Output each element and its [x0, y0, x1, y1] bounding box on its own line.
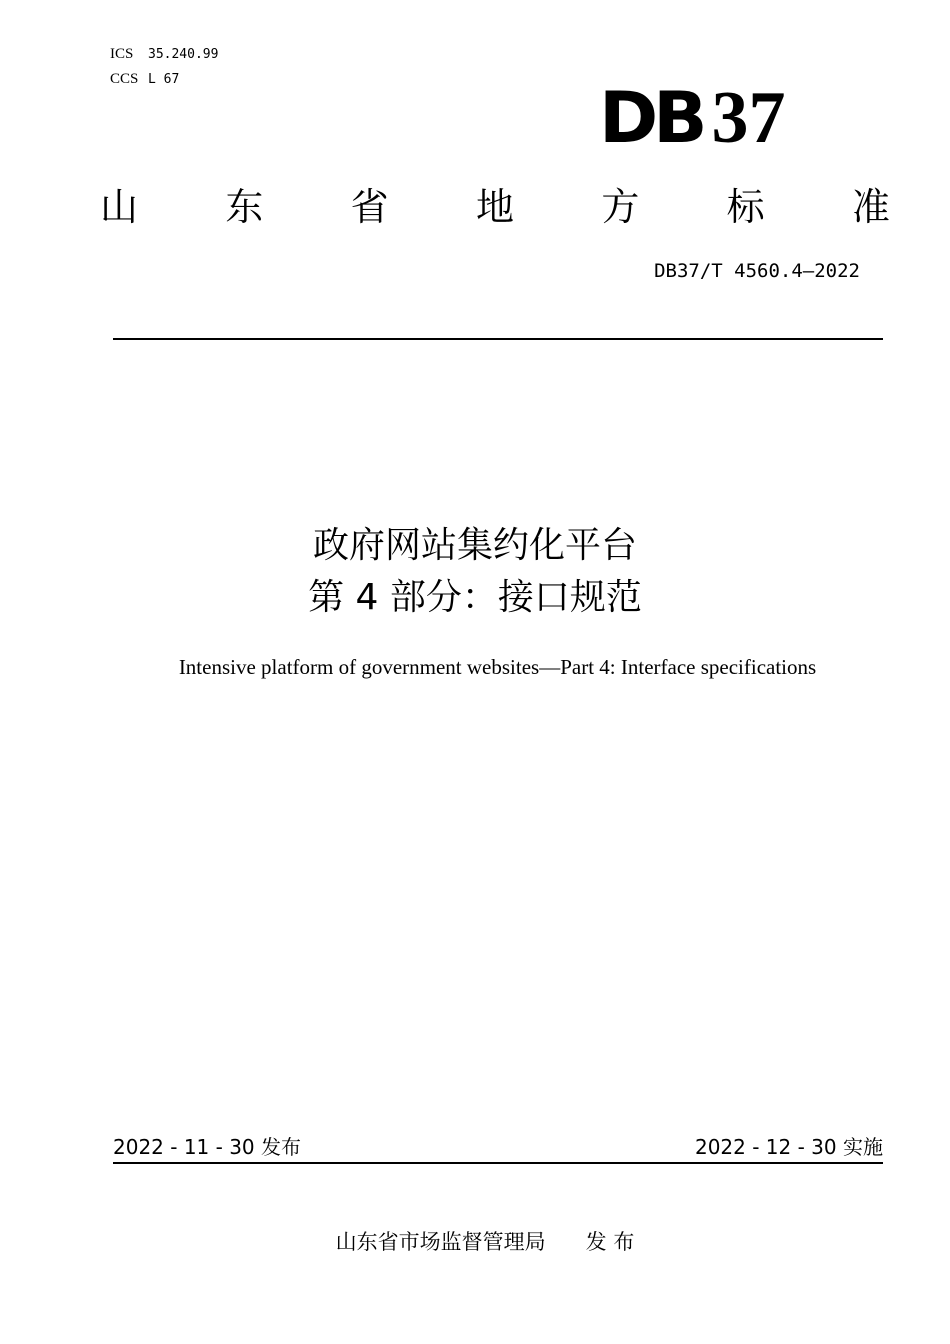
standard-number: DB37/T 4560.4—2022	[654, 260, 860, 282]
category-char: 标	[726, 185, 765, 229]
logo-number: 37	[711, 77, 786, 159]
ccs-label: CCS	[110, 71, 139, 87]
standard-category	[100, 182, 890, 232]
publisher-action: 发 布	[585, 1230, 635, 1254]
title-line-2: 第 4 部分：接口规范	[308, 577, 642, 618]
issue-date: 2022 - 11 - 30 发布	[113, 1135, 302, 1159]
ics-code	[110, 46, 218, 63]
ccs-value: L 67	[148, 72, 180, 87]
publisher-name: 山东省市场监督管理局	[335, 1230, 546, 1254]
publisher	[0, 1226, 950, 1256]
ics-value: 35.240.99	[148, 47, 219, 62]
category-char: 准	[851, 185, 890, 229]
implementation-date: 2022 - 12 - 30 实施	[694, 1135, 883, 1159]
top-divider	[113, 338, 883, 340]
category-char: 东	[225, 185, 264, 229]
logo-letters: DB	[598, 77, 703, 159]
english-title: Intensive platform of government websites—Part 4: Interface specifications	[178, 655, 817, 679]
ics-label: ICS	[110, 46, 134, 62]
category-char: 方	[601, 185, 640, 229]
title-line-1: 政府网站集约化平台	[312, 525, 637, 566]
category-char: 山	[100, 185, 139, 229]
category-char: 地	[475, 185, 514, 229]
standard-logo	[600, 78, 815, 158]
bottom-divider	[113, 1162, 883, 1164]
chinese-title	[0, 520, 950, 624]
category-char: 省	[350, 185, 389, 229]
ccs-code	[110, 71, 179, 88]
